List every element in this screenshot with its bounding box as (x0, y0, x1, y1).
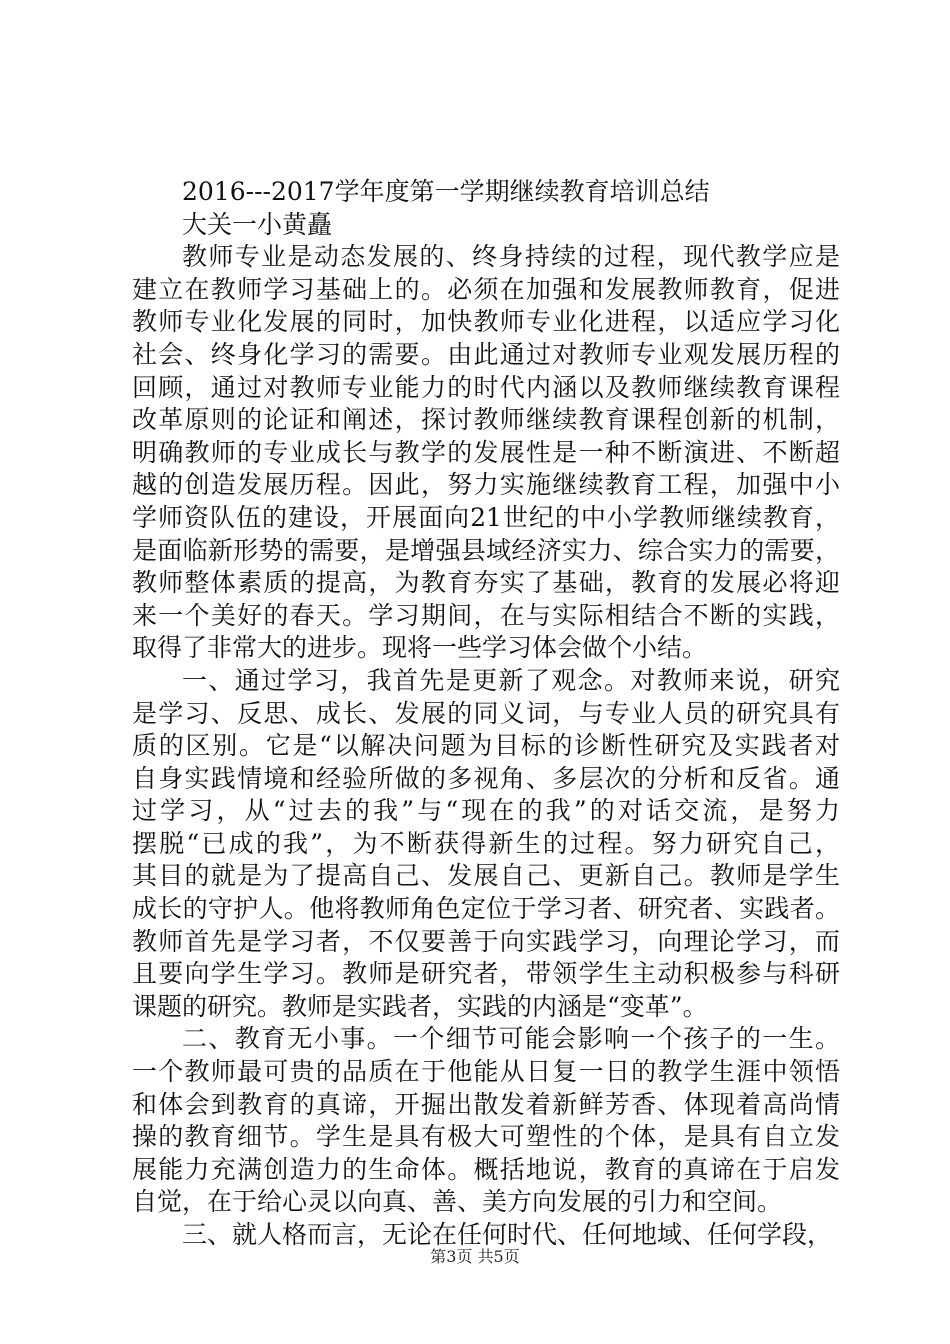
paragraph-line: 且要向学生学习。教师是研究者，带领学生主动积极参与科研 (132, 959, 840, 989)
paragraph-line: 过学习，从“过去的我”与“现在的我”的对话交流，是努力 (132, 796, 840, 826)
paragraph-list (132, 241, 840, 1251)
paragraph-line: 一、通过学习，我首先是更新了观念。对教师来说，研究 (182, 665, 840, 695)
paragraph-line: 展能力充满创造力的生命体。概括地说，教育的真谛在于启发 (132, 1154, 840, 1184)
paragraph-line: 其目的就是为了提高自己、发展自己、更新自己。教师是学生 (132, 861, 840, 891)
paragraph-line: 教师专业是动态发展的、终身持续的过程，现代教学应是 (182, 242, 840, 272)
document-author: 大关一小黄矗 (182, 209, 333, 239)
paragraph-line: 回顾，通过对教师专业能力的时代内涵以及教师继续教育课程 (132, 372, 840, 402)
paragraph-line: 建立在教师学习基础上的。必须在加强和发展教师教育，促进 (132, 274, 840, 304)
paragraph (132, 665, 840, 1024)
paragraph-line: 操的教育细节。学生是具有极大可塑性的个体，是具有自立发 (132, 1122, 840, 1152)
paragraph-line: 是学习、反思、成长、发展的同义词，与专业人员的研究具有 (132, 698, 840, 728)
paragraph-line: 三、就人格而言，无论在任何时代、任何地域、任何学段， (182, 1220, 833, 1249)
document-title: 2016---2017学年度第一学期继续教育培训总结 (182, 177, 710, 206)
paragraph-line: 教师首先是学习者，不仅要善于向实践学习，向理论学习，而 (132, 926, 840, 956)
paragraph-line: 教师专业化发展的同时，加快教师专业化进程，以适应学习化 (132, 307, 840, 337)
page-number-footer: 第3页 共5页 (430, 1247, 520, 1266)
paragraph-line: 社会、终身化学习的需要。由此通过对教师专业观发展历程的 (132, 339, 840, 369)
paragraph-line: 质的区别。它是“以解决问题为目标的诊断性研究及实践者对 (132, 731, 840, 761)
paragraph-line: 是面临新形势的需要，是增强县域经济实力、综合实力的需要， (132, 535, 840, 565)
paragraph-line: 改革原则的论证和阐述，探讨教师继续教育课程创新的机制， (132, 405, 840, 435)
paragraph-line: 取得了非常大的进步。现将一些学习体会做个小结。 (132, 633, 708, 663)
paragraph-line: 来一个美好的春天。学习期间，在与实际相结合不断的实践， (132, 600, 840, 630)
paragraph-line: 摆脱“已成的我”，为不断获得新生的过程。努力研究自己， (132, 828, 840, 858)
paragraph-line: 一个教师最可贵的品质在于他能从日复一日的教学生涯中领悟 (132, 1057, 840, 1087)
paragraph (132, 241, 840, 665)
paragraph-line: 教师整体素质的提高，为教育夯实了基础，教育的发展必将迎 (132, 568, 840, 598)
paragraph-line: 越的创造发展历程。因此，努力实施继续教育工程，加强中小 (132, 470, 840, 500)
paragraph-line: 和体会到教育的真谛，开掘出散发着新鲜芳香、体现着高尚情 (132, 1089, 840, 1119)
paragraph-line: 明确教师的专业成长与教学的发展性是一种不断演进、不断超 (132, 437, 840, 467)
paragraph (132, 1023, 840, 1219)
paragraph-line: 自觉，在于给心灵以向真、善、美方向发展的引力和空间。 (132, 1187, 783, 1217)
paragraph-line: 二、教育无小事。一个细节可能会影响一个孩子的一生。 (182, 1024, 840, 1054)
paragraph-line: 课题的研究。教师是实践者，实践的内涵是“变革”。 (132, 991, 708, 1021)
paragraph-line: 自身实践情境和经验所做的多视角、多层次的分析和反省。通 (132, 763, 840, 793)
paragraph-line: 成长的守护人。他将教师角色定位于学习者、研究者、实践者。 (132, 894, 840, 924)
paragraph-line: 学师资队伍的建设，开展面向21世纪的中小学教师继续教育， (132, 502, 840, 532)
document-body (132, 176, 840, 1252)
